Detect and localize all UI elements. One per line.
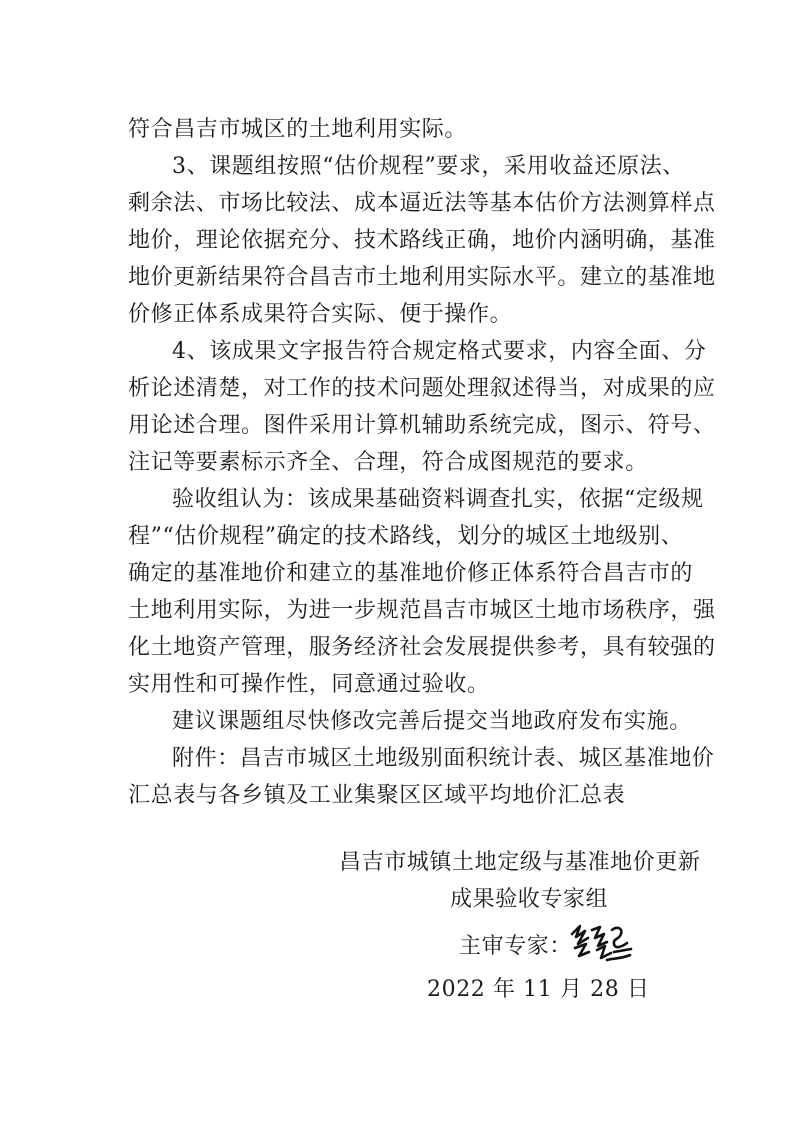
body-line: 化土地资产管理，服务经济社会发展提供参考，具有较强的 xyxy=(128,635,716,660)
body-line: 用论述合理。图件采用计算机辅助系统完成，图示、符号、 xyxy=(128,413,716,438)
body-line: 验收组认为：该成果基础资料调查扎实，依据“定级规 xyxy=(172,487,704,512)
body-line: 4、该成果文字报告符合规定格式要求，内容全面、分 xyxy=(172,339,707,364)
handwritten-signature-icon xyxy=(567,922,635,968)
body-line: 附件：昌吉市城区土地级别面积统计表、城区基准地价 xyxy=(172,746,715,771)
body-line: 程”“估价规程”确定的技术路线，划分的城区土地级别、 xyxy=(128,524,684,549)
signature-org-line2: 成果验收专家组 xyxy=(450,887,609,912)
body-line: 剩余法、市场比较法、成本逼近法等基本估价方法测算样点 xyxy=(128,191,716,216)
reviewer-label: 主审专家： xyxy=(459,934,573,959)
body-line: 地价，理论依据充分、技术路线正确，地价内涵明确，基准 xyxy=(128,228,716,253)
body-line: 价修正体系成果符合实际、便于操作。 xyxy=(128,302,513,327)
body-line: 符合昌吉市城区的土地利用实际。 xyxy=(128,117,468,142)
body-line: 注记等要素标示齐全、合理，符合成图规范的要求。 xyxy=(128,450,648,475)
body-line: 地价更新结果符合昌吉市土地利用实际水平。建立的基准地 xyxy=(128,265,716,290)
document-date: 2022 年 11 月 28 日 xyxy=(427,977,650,1002)
signature-org-line1: 昌吉市城镇土地定级与基准地价更新 xyxy=(339,850,701,875)
body-line: 建议课题组尽快修改完善后提交当地政府发布实施。 xyxy=(172,709,692,734)
body-line: 汇总表与各乡镇及工业集聚区区域平均地价汇总表 xyxy=(128,783,626,808)
body-line: 确定的基准地价和建立的基准地价修正体系符合昌吉市的 xyxy=(128,561,694,586)
body-line: 3、课题组按照“估价规程”要求，采用收益还原法、 xyxy=(172,154,685,179)
body-line: 实用性和可操作性，同意通过验收。 xyxy=(128,672,490,697)
body-line: 析论述清楚，对工作的技术问题处理叙述得当，对成果的应 xyxy=(128,376,716,401)
body-line: 土地利用实际，为进一步规范昌吉市城区土地市场秩序，强 xyxy=(128,598,716,623)
